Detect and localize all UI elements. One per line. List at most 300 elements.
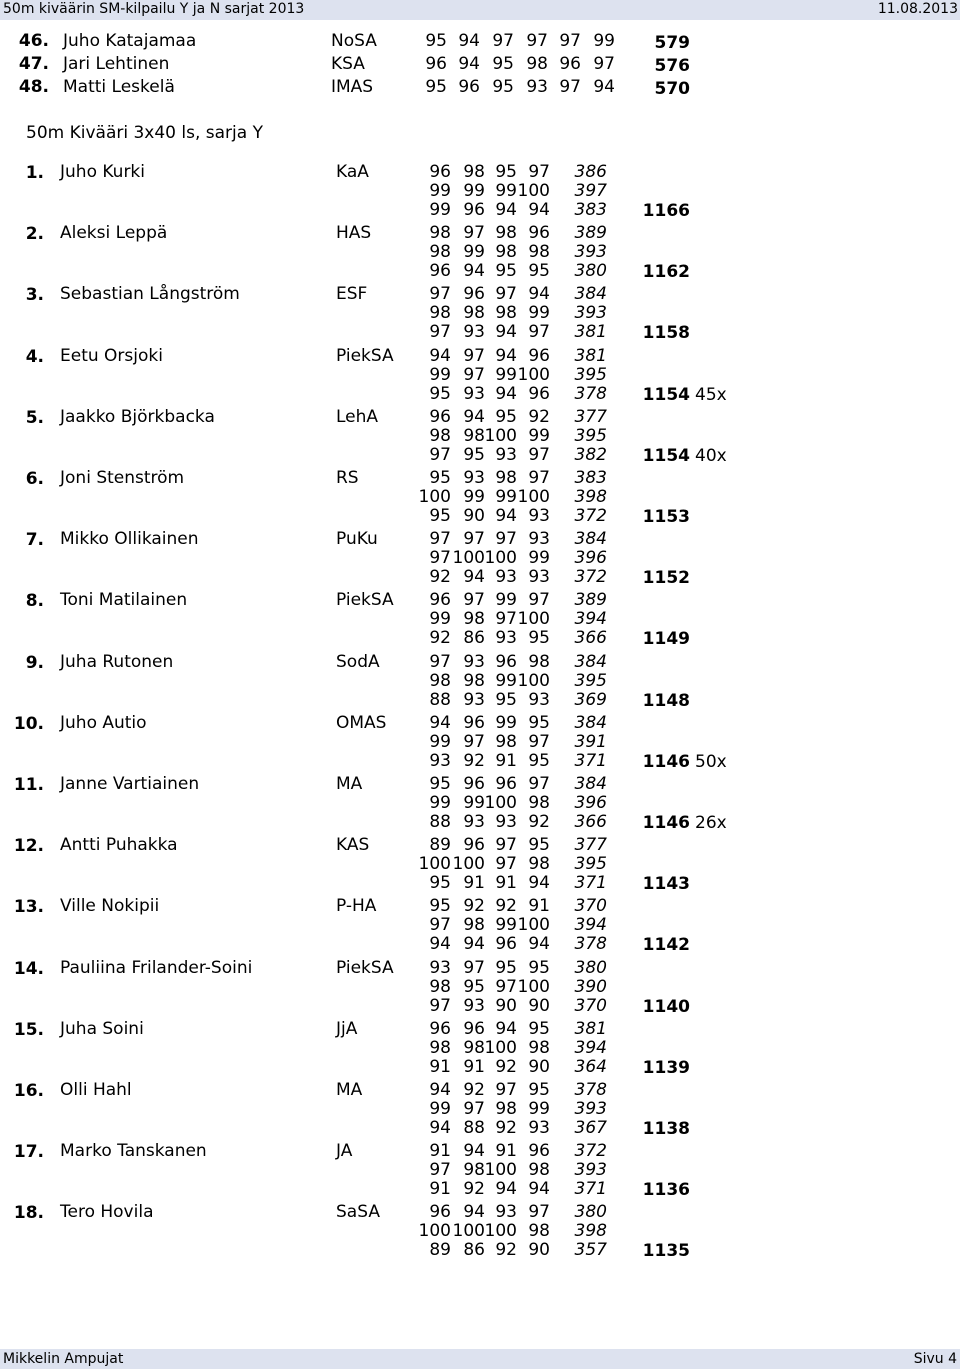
- total-score: 1162: [642, 262, 690, 283]
- inner-tens: 40x: [695, 445, 727, 466]
- inner-tens: 26x: [695, 813, 727, 833]
- series-score: 96: [429, 1018, 451, 1039]
- series-score: 95: [429, 506, 451, 526]
- series-score: 97: [463, 529, 485, 550]
- series-score: 100: [452, 854, 485, 875]
- series-score: 97: [463, 957, 485, 978]
- rank: 6.: [25, 469, 44, 489]
- series-score: 96: [528, 1141, 550, 1162]
- series-score: 97: [495, 284, 517, 305]
- shooter-name: Pauliina Frilander-Soini: [60, 957, 253, 978]
- series-score: 97: [429, 444, 451, 465]
- club: MA: [336, 774, 363, 794]
- series-score: 96: [559, 54, 581, 74]
- series-score: 97: [463, 223, 485, 244]
- club: P-HA: [336, 896, 377, 917]
- series-score: 94: [593, 77, 615, 97]
- series-score: 98: [495, 1099, 517, 1119]
- series-score: 86: [463, 628, 485, 649]
- series-score: 97: [559, 31, 581, 51]
- club: IMAS: [331, 77, 374, 97]
- series-score: 90: [528, 995, 550, 1016]
- series-score: 95: [495, 406, 517, 427]
- series-score: 98: [495, 303, 517, 324]
- series-score: 98: [526, 54, 548, 74]
- series-score: 96: [528, 383, 550, 404]
- series-score: 97: [528, 322, 550, 343]
- page-number: Sivu 4: [913, 1351, 957, 1367]
- shooter-name: Juho Kurki: [60, 162, 145, 182]
- series-score: 98: [463, 1037, 485, 1058]
- series-score: 93: [495, 444, 517, 465]
- position-subtotal: 372: [574, 1141, 607, 1162]
- series-score: 91: [429, 1141, 451, 1162]
- series-score: 95: [528, 1018, 550, 1039]
- series-score: 98: [429, 223, 451, 244]
- total-score: 1166: [642, 201, 690, 221]
- series-score: 98: [528, 1037, 550, 1058]
- series-score: 94: [495, 345, 517, 366]
- series-score: 95: [528, 835, 550, 856]
- series-score: 96: [463, 200, 485, 220]
- shooter-name: Sebastian Långström: [60, 284, 240, 305]
- position-subtotal: 378: [574, 934, 607, 955]
- series-score: 100: [517, 364, 550, 385]
- series-score: 96: [429, 162, 451, 182]
- series-score: 91: [495, 750, 517, 771]
- series-score: 97: [528, 468, 550, 488]
- series-score: 93: [526, 77, 548, 97]
- header-title: 50m kiväärin SM-kilpailu Y ja N sarjat 2013: [3, 1, 305, 17]
- series-score: 96: [463, 1018, 485, 1039]
- series-score: 93: [463, 322, 485, 343]
- series-score: 98: [429, 976, 451, 997]
- series-score: 98: [528, 1221, 550, 1242]
- series-score: 90: [528, 1240, 550, 1261]
- series-score: 99: [463, 242, 485, 263]
- series-score: 96: [495, 934, 517, 955]
- series-score: 99: [593, 31, 615, 51]
- shooter-name: Juha Soini: [60, 1018, 144, 1039]
- total-score: 1143: [642, 874, 690, 895]
- series-score: 97: [429, 548, 451, 569]
- shooter-name: Matti Leskelä: [63, 77, 175, 97]
- page-footer: [0, 1349, 960, 1369]
- position-subtotal: 369: [574, 689, 607, 710]
- series-score: 94: [458, 31, 480, 51]
- rank: 14.: [13, 958, 44, 979]
- series-score: 94: [429, 345, 451, 366]
- position-subtotal: 386: [574, 162, 607, 182]
- series-score: 96: [463, 712, 485, 733]
- series-score: 98: [429, 670, 451, 691]
- club: PuKu: [336, 529, 378, 550]
- series-score: 97: [429, 322, 451, 343]
- shooter-name: Juho Autio: [60, 712, 147, 733]
- series-score: 92: [528, 406, 550, 427]
- series-score: 100: [517, 976, 550, 997]
- rank: 18.: [13, 1203, 44, 1224]
- position-subtotal: 383: [574, 200, 607, 220]
- shooter-name: Aleksi Leppä: [60, 223, 168, 244]
- series-score: 94: [528, 284, 550, 305]
- series-score: 100: [517, 670, 550, 691]
- series-score: 94: [528, 934, 550, 955]
- series-score: 100: [484, 1160, 517, 1181]
- position-subtotal: 371: [574, 750, 607, 771]
- series-score: 94: [429, 712, 451, 733]
- series-score: 100: [484, 1037, 517, 1058]
- series-score: 95: [528, 957, 550, 978]
- series-score: 94: [463, 1141, 485, 1162]
- position-subtotal: 377: [574, 406, 607, 427]
- series-score: 99: [429, 1099, 451, 1119]
- series-score: 97: [495, 976, 517, 997]
- series-score: 95: [425, 31, 447, 51]
- series-score: 94: [463, 1202, 485, 1223]
- series-score: 93: [429, 750, 451, 771]
- series-score: 94: [463, 406, 485, 427]
- series-score: 99: [495, 181, 517, 201]
- shooter-name: Antti Puhakka: [60, 835, 178, 856]
- position-subtotal: 391: [574, 731, 607, 752]
- header-date: 11.08.2013: [877, 1, 958, 17]
- series-score: 93: [495, 628, 517, 649]
- rank: 1.: [25, 163, 44, 183]
- rank: 13.: [13, 897, 44, 918]
- series-score: 99: [429, 181, 451, 201]
- series-score: 95: [492, 77, 514, 97]
- position-subtotal: 384: [574, 651, 607, 672]
- series-score: 97: [495, 609, 517, 630]
- club: JA: [336, 1141, 353, 1162]
- series-score: 95: [429, 873, 451, 894]
- series-score: 96: [458, 77, 480, 97]
- rank: 47.: [18, 54, 49, 74]
- series-score: 95: [495, 689, 517, 710]
- series-score: 88: [429, 689, 451, 710]
- series-score: 97: [495, 529, 517, 550]
- position-subtotal: 393: [574, 303, 607, 324]
- series-score: 96: [495, 774, 517, 794]
- rank: 46.: [18, 31, 49, 51]
- series-score: 94: [463, 934, 485, 955]
- series-score: 97: [429, 995, 451, 1016]
- series-score: 92: [463, 896, 485, 917]
- club: KSA: [331, 54, 365, 74]
- total-score: 1136: [642, 1180, 690, 1201]
- series-score: 97: [495, 835, 517, 856]
- position-subtotal: 384: [574, 774, 607, 794]
- series-score: 88: [429, 812, 451, 832]
- rank: 16.: [13, 1081, 44, 1101]
- series-score: 96: [463, 284, 485, 305]
- series-score: 93: [528, 506, 550, 526]
- total-score: 1139: [642, 1057, 690, 1078]
- position-subtotal: 393: [574, 1099, 607, 1119]
- series-score: 100: [418, 487, 451, 507]
- position-subtotal: 381: [574, 345, 607, 366]
- rank: 9.: [25, 652, 44, 673]
- position-subtotal: 372: [574, 506, 607, 526]
- series-score: 97: [528, 590, 550, 611]
- series-score: 95: [463, 444, 485, 465]
- series-score: 98: [463, 670, 485, 691]
- position-subtotal: 389: [574, 223, 607, 244]
- series-score: 95: [528, 1080, 550, 1100]
- rank: 3.: [25, 285, 44, 306]
- series-score: 100: [484, 793, 517, 813]
- series-score: 97: [526, 31, 548, 51]
- series-score: 97: [528, 731, 550, 752]
- series-score: 94: [495, 200, 517, 220]
- series-score: 99: [429, 609, 451, 630]
- total-score: 1158: [642, 323, 690, 344]
- series-score: 99: [463, 181, 485, 201]
- position-subtotal: 380: [574, 957, 607, 978]
- position-subtotal: 370: [574, 896, 607, 917]
- series-score: 99: [429, 731, 451, 752]
- series-score: 97: [528, 774, 550, 794]
- series-score: 98: [429, 1037, 451, 1058]
- series-score: 97: [528, 1202, 550, 1223]
- series-score: 97: [593, 54, 615, 74]
- series-score: 97: [492, 31, 514, 51]
- series-score: 90: [463, 506, 485, 526]
- total-score: 576: [654, 56, 690, 76]
- series-score: 98: [528, 651, 550, 672]
- series-score: 98: [463, 609, 485, 630]
- series-score: 99: [528, 1099, 550, 1119]
- series-score: 92: [463, 750, 485, 771]
- series-score: 93: [495, 812, 517, 832]
- series-score: 92: [495, 1240, 517, 1261]
- series-score: 96: [429, 406, 451, 427]
- rank: 12.: [13, 836, 44, 857]
- page-header: [0, 0, 960, 20]
- series-score: 99: [495, 487, 517, 507]
- series-score: 92: [429, 567, 451, 588]
- series-score: 95: [425, 77, 447, 97]
- shooter-name: Joni Stenström: [60, 468, 185, 488]
- position-subtotal: 383: [574, 468, 607, 488]
- series-score: 94: [463, 261, 485, 282]
- total-score: 1146: [642, 813, 690, 833]
- series-score: 100: [517, 487, 550, 507]
- series-score: 93: [495, 1202, 517, 1223]
- series-score: 93: [528, 529, 550, 550]
- club: KAS: [336, 835, 370, 856]
- series-score: 95: [495, 957, 517, 978]
- position-subtotal: 395: [574, 425, 607, 446]
- rank: 11.: [13, 775, 44, 795]
- series-score: 93: [463, 812, 485, 832]
- series-score: 94: [458, 54, 480, 74]
- total-score: 1146: [642, 751, 690, 772]
- series-score: 93: [463, 383, 485, 404]
- series-score: 97: [559, 77, 581, 97]
- series-score: 91: [495, 1141, 517, 1162]
- series-score: 99: [429, 793, 451, 813]
- series-score: 99: [495, 670, 517, 691]
- position-subtotal: 398: [574, 1221, 607, 1242]
- total-score: 1153: [642, 507, 690, 527]
- series-score: 98: [463, 1160, 485, 1181]
- series-score: 99: [528, 425, 550, 446]
- shooter-name: Ville Nokipii: [60, 896, 160, 917]
- position-subtotal: 395: [574, 854, 607, 875]
- total-score: 1149: [642, 629, 690, 650]
- total-score: 1154: [642, 384, 690, 405]
- series-score: 99: [463, 793, 485, 813]
- series-score: 92: [495, 1118, 517, 1138]
- position-subtotal: 367: [574, 1118, 607, 1138]
- club: SaSA: [336, 1202, 380, 1223]
- series-score: 97: [528, 162, 550, 182]
- club: PiekSA: [336, 345, 394, 366]
- series-score: 95: [429, 468, 451, 488]
- series-score: 93: [495, 567, 517, 588]
- rank: 10.: [13, 713, 44, 734]
- position-subtotal: 396: [574, 793, 607, 813]
- series-score: 98: [528, 793, 550, 813]
- series-score: 98: [528, 242, 550, 263]
- series-score: 94: [495, 383, 517, 404]
- series-score: 94: [495, 322, 517, 343]
- series-score: 96: [528, 345, 550, 366]
- total-score: 579: [654, 33, 690, 53]
- section-title: 50m Kivääri 3x40 ls, sarja Y: [26, 123, 263, 143]
- position-subtotal: 389: [574, 590, 607, 611]
- series-score: 97: [429, 284, 451, 305]
- series-score: 91: [495, 873, 517, 894]
- total-score: 1152: [642, 568, 690, 589]
- position-subtotal: 378: [574, 383, 607, 404]
- position-subtotal: 393: [574, 242, 607, 263]
- rank: 48.: [18, 77, 49, 97]
- total-score: 1148: [642, 690, 690, 711]
- series-score: 98: [463, 915, 485, 936]
- series-score: 100: [452, 1221, 485, 1242]
- series-score: 93: [528, 567, 550, 588]
- series-score: 100: [484, 425, 517, 446]
- position-subtotal: 384: [574, 712, 607, 733]
- position-subtotal: 394: [574, 1037, 607, 1058]
- club: RS: [336, 468, 359, 488]
- series-score: 98: [528, 1160, 550, 1181]
- shooter-name: Marko Tanskanen: [60, 1141, 207, 1162]
- position-subtotal: 382: [574, 444, 607, 465]
- series-score: 98: [495, 223, 517, 244]
- shooter-name: Tero Hovila: [60, 1202, 154, 1223]
- series-score: 96: [429, 1202, 451, 1223]
- series-score: 94: [495, 1018, 517, 1039]
- series-score: 97: [463, 590, 485, 611]
- rank: 7.: [25, 530, 44, 551]
- series-score: 95: [429, 383, 451, 404]
- series-score: 93: [429, 957, 451, 978]
- series-score: 98: [463, 162, 485, 182]
- club: LehA: [336, 406, 379, 427]
- series-score: 95: [492, 54, 514, 74]
- series-score: 92: [463, 1179, 485, 1200]
- position-subtotal: 381: [574, 322, 607, 343]
- series-score: 97: [429, 529, 451, 550]
- series-score: 91: [463, 1056, 485, 1077]
- series-score: 100: [517, 181, 550, 201]
- shooter-name: Eetu Orsjoki: [60, 345, 163, 366]
- shooter-name: Jari Lehtinen: [63, 54, 170, 74]
- series-score: 92: [528, 812, 550, 832]
- series-score: 96: [495, 651, 517, 672]
- series-score: 95: [429, 896, 451, 917]
- series-score: 93: [463, 651, 485, 672]
- series-score: 91: [528, 896, 550, 917]
- series-score: 99: [429, 364, 451, 385]
- series-score: 96: [463, 835, 485, 856]
- series-score: 100: [484, 1221, 517, 1242]
- series-score: 89: [429, 835, 451, 856]
- series-score: 98: [495, 468, 517, 488]
- series-score: 95: [463, 976, 485, 997]
- series-score: 89: [429, 1240, 451, 1261]
- inner-tens: 50x: [695, 751, 727, 772]
- position-subtotal: 366: [574, 628, 607, 649]
- series-score: 96: [463, 774, 485, 794]
- series-score: 94: [495, 1179, 517, 1200]
- series-score: 97: [463, 731, 485, 752]
- total-score: 1142: [642, 935, 690, 956]
- series-score: 92: [495, 1056, 517, 1077]
- club: JjA: [336, 1018, 358, 1039]
- club: HAS: [336, 223, 372, 244]
- position-subtotal: 371: [574, 1179, 607, 1200]
- series-score: 99: [495, 364, 517, 385]
- position-subtotal: 394: [574, 609, 607, 630]
- series-score: 97: [495, 1080, 517, 1100]
- series-score: 98: [429, 303, 451, 324]
- series-score: 100: [517, 915, 550, 936]
- position-subtotal: 381: [574, 1018, 607, 1039]
- club: NoSA: [331, 31, 377, 51]
- position-subtotal: 396: [574, 548, 607, 569]
- rank: 8.: [25, 591, 44, 612]
- total-score: 1154: [642, 445, 690, 466]
- series-score: 100: [517, 609, 550, 630]
- position-subtotal: 395: [574, 670, 607, 691]
- position-subtotal: 384: [574, 284, 607, 305]
- series-score: 95: [528, 750, 550, 771]
- rank: 17.: [13, 1142, 44, 1163]
- series-score: 97: [429, 1160, 451, 1181]
- series-score: 96: [429, 590, 451, 611]
- series-score: 93: [463, 995, 485, 1016]
- series-score: 97: [528, 444, 550, 465]
- footer-org: Mikkelin Ampujat: [3, 1351, 124, 1367]
- series-score: 97: [495, 854, 517, 875]
- series-score: 92: [429, 628, 451, 649]
- shooter-name: Janne Vartiainen: [60, 774, 200, 794]
- series-score: 90: [528, 1056, 550, 1077]
- series-score: 98: [463, 303, 485, 324]
- position-subtotal: 398: [574, 487, 607, 507]
- series-score: 98: [429, 425, 451, 446]
- series-score: 93: [463, 468, 485, 488]
- position-subtotal: 380: [574, 261, 607, 282]
- series-score: 99: [495, 915, 517, 936]
- series-score: 97: [463, 1099, 485, 1119]
- position-subtotal: 384: [574, 529, 607, 550]
